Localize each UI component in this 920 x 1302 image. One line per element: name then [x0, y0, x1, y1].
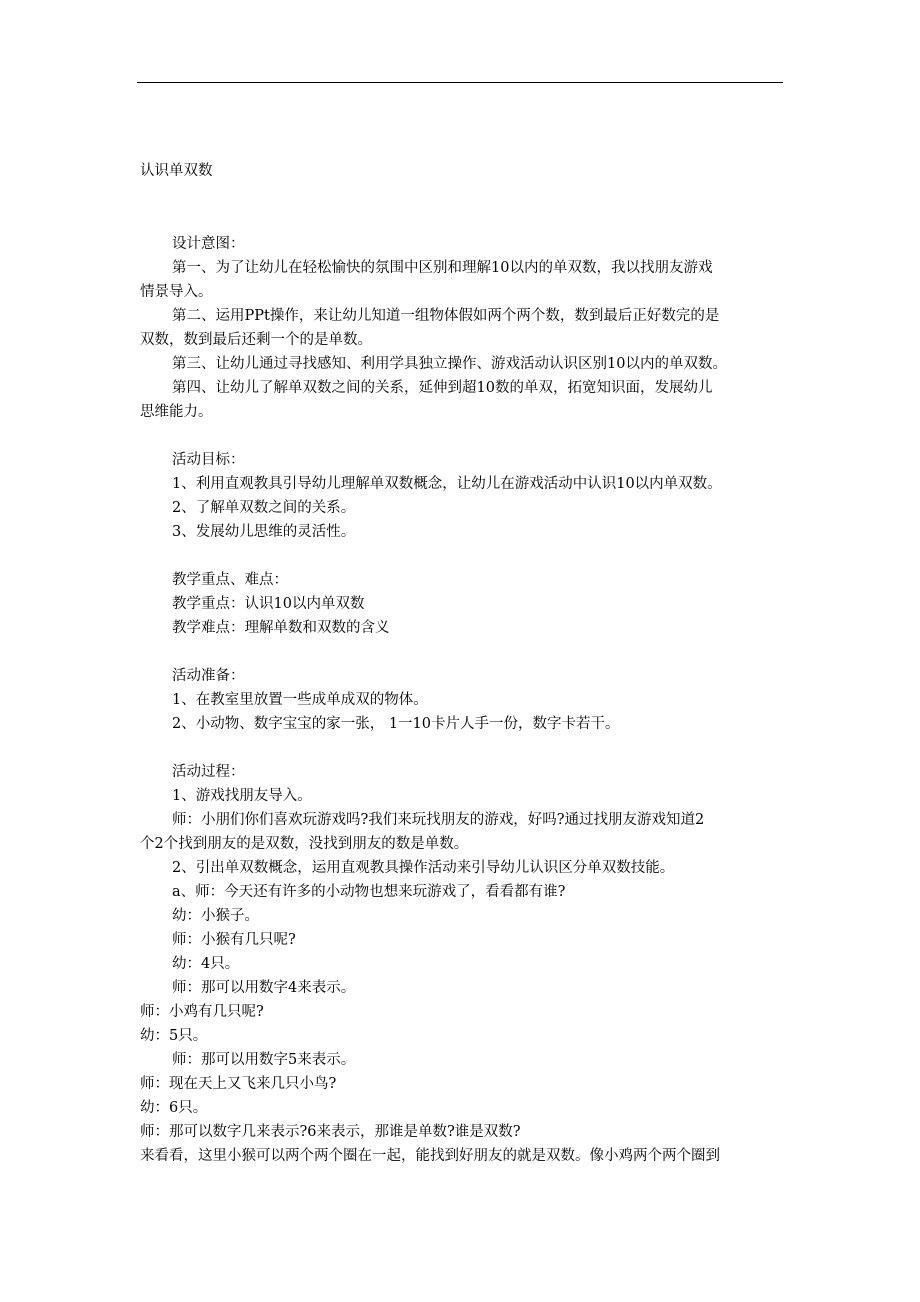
difficult-point: 教学难点：理解单数和双数的含义 — [172, 620, 390, 636]
design-paragraph-1: 第一、为了让幼儿在轻松愉快的氛围中区别和理解10以内的单双数，我以找朋友游戏 — [172, 260, 713, 276]
design-paragraph-1-cont: 情景导入。 — [140, 284, 213, 300]
key-point: 教学重点：认识10以内单双数 — [172, 596, 365, 612]
design-paragraph-2: 第二、运用PPt操作，来让幼儿知道一组物体假如两个两个数，数到最后正好数完的是 — [172, 308, 720, 324]
design-paragraph-4-cont: 思维能力。 — [140, 404, 213, 420]
dialogue-line: 师：那可以数字几来表示?6来表示，那谁是单数?谁是双数? — [140, 1124, 521, 1140]
process-heading: 活动过程： — [172, 764, 245, 780]
prep-heading: 活动准备： — [172, 668, 245, 684]
dialogue-line: 师：那可以用数字4来表示。 — [172, 980, 356, 996]
prep-item-2: 2、小动物、数字宝宝的家一张， 1一10卡片人手一份，数字卡若干。 — [172, 716, 620, 732]
goal-item-3: 3、发展幼儿思维的灵活性。 — [172, 524, 356, 540]
dialogue-line: 幼：6只。 — [140, 1100, 208, 1116]
prep-item-1: 1、在教室里放置一些成单成双的物体。 — [172, 692, 428, 708]
dialogue-line: 幼：小猴子。 — [172, 908, 259, 924]
dialogue-line: a、师：今天还有许多的小动物也想来玩游戏了，看看都有谁? — [172, 884, 566, 900]
design-paragraph-3: 第三、让幼儿通过寻找感知、利用学具独立操作、游戏活动认识区别10以内的单双数。 — [172, 356, 727, 372]
design-paragraph-4: 第四、让幼儿了解单双数之间的关系，延伸到超10数的单双，拓宽知识面，发展幼儿 — [172, 380, 713, 396]
dialogue-line: 师：小鸡有几只呢? — [140, 1004, 264, 1020]
goal-item-1: 1、利用直观教具引导幼儿理解单双数概念，让幼儿在游戏活动中认识10以内单双数。 — [172, 476, 722, 492]
key-points-heading: 教学重点、难点： — [172, 572, 288, 588]
dialogue-line: 幼：4只。 — [172, 956, 240, 972]
goals-heading: 活动目标： — [172, 452, 245, 468]
design-heading: 设计意图： — [172, 236, 245, 252]
process-teacher-line-1-cont: 个2个找到朋友的是双数，没找到朋友的数是单数。 — [140, 836, 469, 852]
design-paragraph-2-cont: 双数，数到最后还剩一个的是单数。 — [140, 332, 372, 348]
dialogue-line: 师：那可以用数字5来表示。 — [172, 1052, 356, 1068]
goal-item-2: 2、了解单双数之间的关系。 — [172, 500, 356, 516]
dialogue-line: 师：现在天上又飞来几只小鸟? — [140, 1076, 337, 1092]
process-step-1: 1、游戏找朋友导入。 — [172, 788, 312, 804]
dialogue-line: 师：小猴有几只呢? — [172, 932, 296, 948]
dialogue-line: 幼：5只。 — [140, 1028, 208, 1044]
header-rule — [137, 82, 783, 83]
dialogue-line: 来看看，这里小猴可以两个两个圈在一起，能找到好朋友的就是双数。像小鸡两个两个圈到 — [140, 1148, 720, 1164]
process-teacher-line-1: 师：小朋们你们喜欢玩游戏吗?我们来玩找朋友的游戏，好吗?通过找朋友游戏知道2 — [172, 812, 705, 828]
process-step-2: 2、引出单双数概念，运用直观教具操作活动来引导幼儿认识区分单双数技能。 — [172, 860, 675, 876]
document-title: 认识单双数 — [140, 163, 213, 179]
